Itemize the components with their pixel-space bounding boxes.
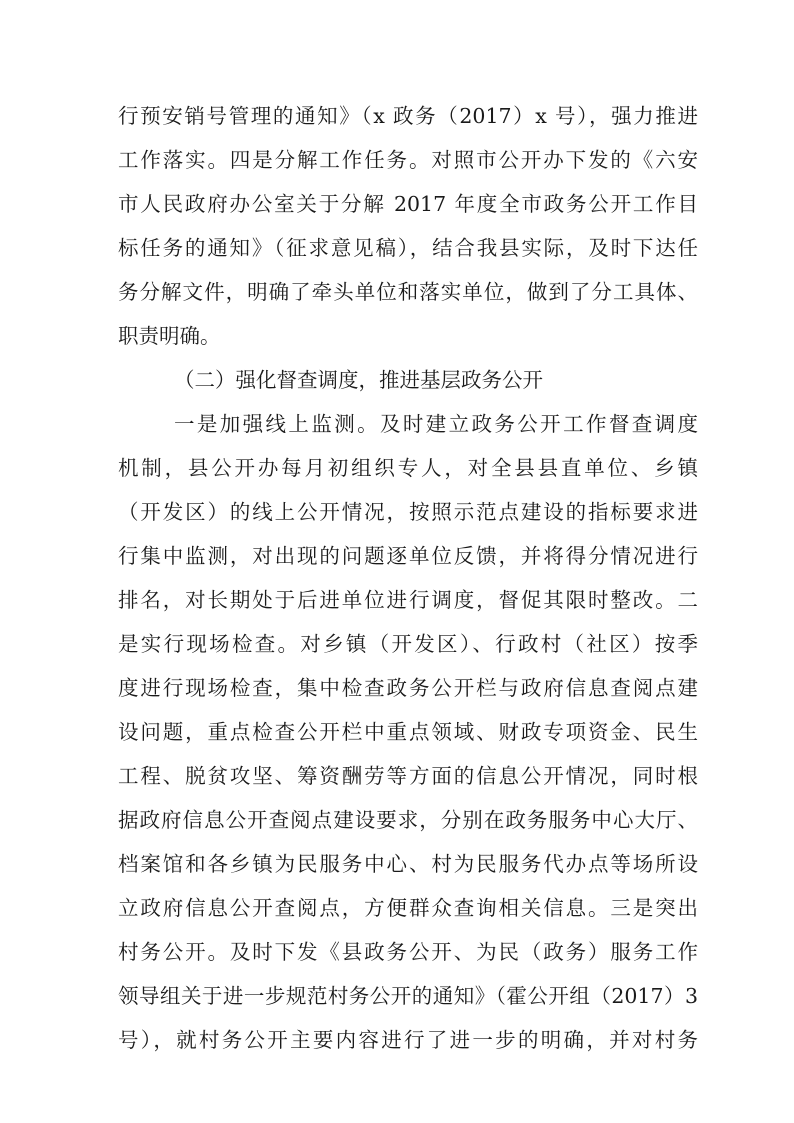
paragraph-line: 务分解文件，明确了牵头单位和落实单位，做到了分工具体、 — [118, 280, 698, 304]
paragraph-line: 机制，县公开办每月初组织专人，对全县县直单位、乡镇 — [118, 456, 698, 480]
section-heading: （二）强化督查调度，推进基层政务公开 — [174, 368, 543, 392]
paragraph-line: 号），就村务公开主要内容进行了进一步的明确，并对村务 — [118, 1028, 698, 1052]
paragraph-line: 工作落实。四是分解工作任务。对照市公开办下发的《六安 — [118, 148, 698, 172]
paragraph-line: 排名，对长期处于后进单位进行调度，督促其限时整改。二 — [118, 588, 698, 612]
paragraph-line: 村务公开。及时下发《县政务公开、为民（政务）服务工作 — [118, 940, 698, 964]
paragraph-line: 职责明确。 — [118, 324, 221, 348]
paragraph-line: 一是加强线上监测。及时建立政务公开工作督查调度 — [174, 412, 698, 436]
paragraph-line: 工程、脱贫攻坚、筹资酬劳等方面的信息公开情况，同时根 — [118, 764, 698, 788]
paragraph-line: 档案馆和各乡镇为民服务中心、村为民服务代办点等场所设 — [118, 852, 698, 876]
paragraph-line: 市人民政府办公室关于分解 2017 年度全市政务公开工作目 — [118, 192, 698, 216]
paragraph-line: 设问题，重点检查公开栏中重点领域、财政专项资金、民生 — [118, 720, 698, 744]
paragraph-line: 立政府信息公开查阅点，方便群众查询相关信息。三是突出 — [118, 896, 698, 920]
paragraph-line: 领导组关于进一步规范村务公开的通知》（霍公开组（2017）3 — [118, 984, 698, 1008]
paragraph-line: （开发区）的线上公开情况，按照示范点建设的指标要求进 — [118, 500, 698, 524]
paragraph-line: 度进行现场检查，集中检查政务公开栏与政府信息查阅点建 — [118, 676, 698, 700]
paragraph-line: 标任务的通知》（征求意见稿），结合我县实际，及时下达任 — [118, 236, 698, 260]
paragraph-line: 是实行现场检查。对乡镇（开发区）、行政村（社区）按季 — [118, 632, 698, 656]
paragraph-line: 行预安销号管理的通知》（x 政务（2017）x 号），强力推进 — [118, 104, 698, 128]
paragraph-line: 据政府信息公开查阅点建设要求，分别在政务服务中心大厅、 — [118, 808, 698, 832]
paragraph-line: 行集中监测，对出现的问题逐单位反馈，并将得分情况进行 — [118, 544, 698, 568]
